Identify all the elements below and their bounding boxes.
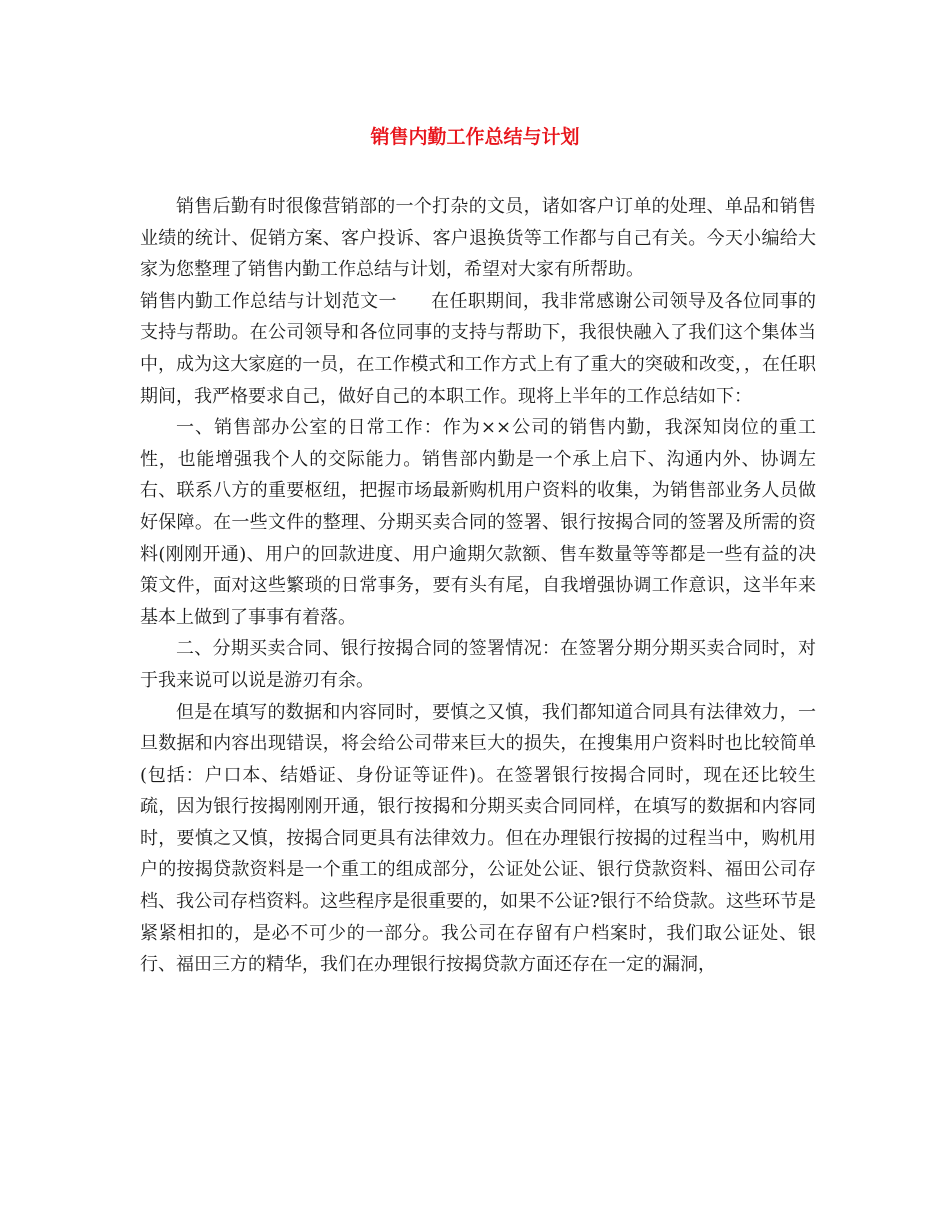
paragraph-section-2: 二、分期买卖合同、银行按揭合同的签署情况：在签署分期分期买卖合同时，对于我来说可以说是游刃有余。 [140,638,816,691]
sample-heading-label: 销售内勤工作总结与计划范文一 [140,290,397,312]
document-body [140,191,816,981]
sample-one-text: 在任职期间，我非常感谢公司领导及各位同事的支持与帮助。在公司领导和各位同事的支持与帮助下，我很快融入了我们这个集体当中，成为这大家庭的一员，在工作模式和工作方式上有了重大的突破和改变，，在任职期间，我严格要求自己，做好自己的本职工作。现将上半年的工作总结如下： [140,290,817,407]
paragraph-section-1: 一、销售部办公室的日常工作：作为××公司的销售内勤，我深知岗位的重工性，也能增强我个人的交际能力。销售部内勤是一个承上启下、沟通内外、协调左右、联系八方的重要枢纽，把握市场最新购机用户资料的收集，为销售部业务人员做好保障。在一些文件的整理、分期买卖合同的签署、银行按揭合同的签署及所需的资料(刚刚开通)、用户的回款进度、用户逾期欠款额、售车数量等等都是一些有益的决策文件，面对这些繁琐的日常事务，要有头有尾，自我增强协调工作意识，这半年来基本上做到了事事有着落。 [140,417,816,628]
document-title: 销售内勤工作总结与计划 [370,126,580,148]
paragraph-intro: 销售后勤有时很像营销部的一个打杂的文员，诸如客户订单的处理、单品和销售业绩的统计、促销方案、客户投诉、客户退换货等工作都与自己有关。今天小编给大家为您整理了销售内勤工作总结与计划，希望对大家有所帮助。 [140,196,816,281]
paragraph-sample-one [140,286,816,412]
paragraph-section-2-continued: 但是在填写的数据和内容同时，要慎之又慎，我们都知道合同具有法律效力，一旦数据和内容出现错误，将会给公司带来巨大的损失，在搜集用户资料时也比较简单(包括：户口本、结婚证、身份证等证件)。在签署银行按揭合同时，现在还比较生疏，因为银行按揭刚刚开通，银行按揭和分期买卖合同同样，在填写的数据和内容同时，要慎之又慎，按揭合同更具有法律效力。但在办理银行按揭的过程当中，购机用户的按揭贷款资料是一个重工的组成部分，公证处公证、银行贷款资料、福田公司存档、我公司存档资料。这些程序是很重要的，如果不公证?银行不给贷款。这些环节是紧紧相扣的，是必不可少的一部分。我公司在存留有户档案时，我们取公证处、银行、福田三方的精华，我们在办理银行按揭贷款方面还存在一定的漏洞， [140,701,816,976]
